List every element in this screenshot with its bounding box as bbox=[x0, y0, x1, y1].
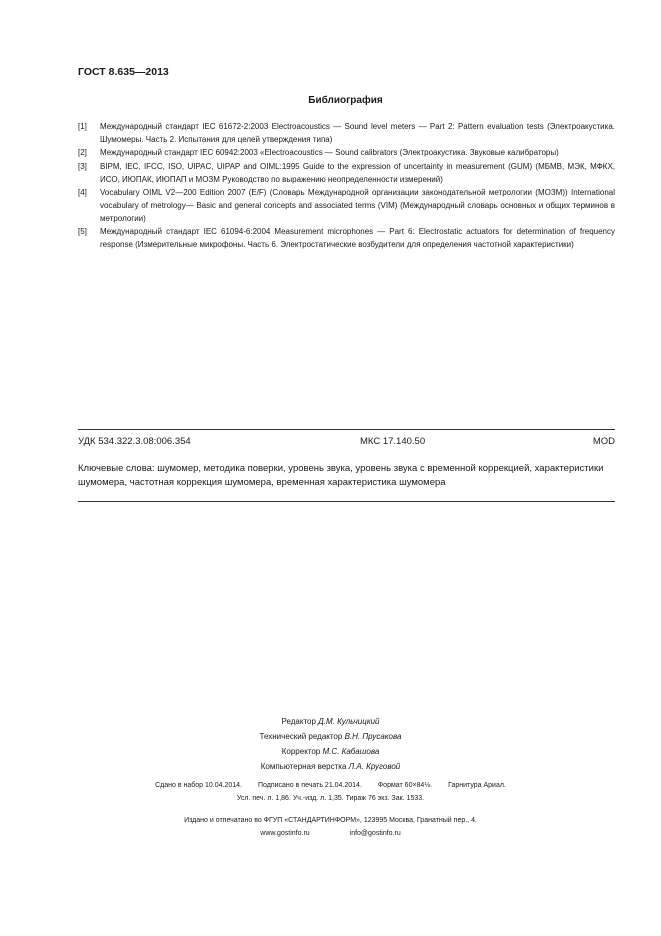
bibliography-item-text: Международный стандарт IEC 61672-2:2003 Electroacoustics — Sound level meters — Part 2: Pattern evaluation tests (Электроакустика. Шумомеры. Часть 2. Испытания для целей утверждения типа) bbox=[100, 122, 615, 144]
mks-code: МКС 17.140.50 bbox=[360, 436, 426, 447]
imprint-typeface: Гарнитура Ариал. bbox=[448, 782, 506, 789]
bibliography-item-number: [5] bbox=[78, 227, 87, 237]
credit-label: Технический редактор bbox=[259, 732, 343, 741]
udc-code: УДК 534.322.3.08:006.354 bbox=[78, 436, 191, 447]
imprint-publisher-sheets: Уч.-изд. л. 1,35. bbox=[292, 795, 344, 802]
bibliography-item bbox=[78, 226, 615, 252]
bibliography-list bbox=[78, 121, 615, 253]
publisher-contacts bbox=[0, 827, 661, 840]
bibliography-item-number: [2] bbox=[78, 148, 87, 158]
credit-label: Компьютерная верстка bbox=[260, 762, 347, 771]
publisher-block bbox=[0, 814, 661, 840]
credit-name: М.С. Кабашова bbox=[322, 747, 380, 756]
bibliography-item-number: [4] bbox=[78, 188, 87, 198]
imprint-line-2 bbox=[0, 792, 661, 805]
credit-layout bbox=[0, 759, 661, 774]
keywords-text: шумомер, методика поверки, уровень звука, уровень звука с временной коррекцией, характеристики шумомера, частотная коррекция шумомера, временная характеристика шумомера bbox=[78, 463, 604, 488]
imprint-format: Формат 60×84⅛. bbox=[377, 782, 433, 789]
bibliography-item-text: Международный стандарт IEC 60942:2003 «Electroacoustics — Sound calibrators (Электроакустика. Звуковые калибраторы) bbox=[100, 148, 559, 158]
bottom-divider bbox=[78, 501, 615, 502]
imprint-print-sheets: Усл. печ. л. 1,86. bbox=[236, 795, 291, 802]
credit-editor bbox=[0, 714, 661, 729]
top-divider bbox=[78, 429, 615, 430]
keywords bbox=[78, 462, 615, 489]
bibliography-item bbox=[78, 161, 615, 187]
imprint-order: Зак. 1533. bbox=[391, 795, 425, 802]
imprint-block bbox=[0, 779, 661, 805]
bibliography-item bbox=[78, 187, 615, 226]
credits-block bbox=[0, 714, 661, 774]
credit-name: Д.М. Кульчицкий bbox=[318, 717, 380, 726]
bibliography-item-text: BIPM, IEC, IFCC, ISO, UIPAC, UIPAP and OIML:1995 Guide to the expression of uncertainty in measurement (GUM) (МБМВ, МЭК, МФКХ, ИСО, ИЮПАК, ИЮПАП и МОЗМ Руководство по выражению неопределенности измерений) bbox=[100, 161, 615, 184]
publisher-website-link[interactable]: www.gostinfo.ru bbox=[260, 830, 310, 837]
imprint-signed: Подписано в печать 21.04.2014. bbox=[257, 782, 362, 789]
bibliography-item-number: [3] bbox=[78, 161, 87, 171]
credit-label: Редактор bbox=[281, 717, 316, 726]
credit-tech-editor bbox=[0, 729, 661, 744]
publisher-email-link[interactable]: info@gostinfo.ru bbox=[349, 830, 401, 837]
credit-corrector bbox=[0, 744, 661, 759]
imprint-submitted: Сдано в набор 10.04.2014. bbox=[155, 782, 243, 789]
bibliography-title: Библиография bbox=[308, 95, 383, 106]
keywords-label: Ключевые слова: bbox=[78, 463, 155, 474]
credit-name: В.Н. Прусакова bbox=[344, 732, 402, 741]
bibliography-item bbox=[78, 121, 615, 147]
bibliography-item-text: Vocabulary OIML V2—200 Edition 2007 (E/F) (Словарь Международной организации законодательной метрологии (МОЗМ)) International vocabulary of metrology— Basic and general concepts and associated terms (VIM) (Международный словарь основных и общих терминов в метрологии) bbox=[100, 188, 615, 223]
standard-code: ГОСТ 8.635—2013 bbox=[78, 66, 169, 78]
bibliography-item-number: [1] bbox=[78, 122, 87, 131]
bibliography-item bbox=[78, 147, 615, 160]
imprint-line-1 bbox=[0, 779, 661, 792]
imprint-copies: Тираж 76 экз. bbox=[345, 795, 390, 802]
bibliography-item-text: Международный стандарт IEC 61094-6:2004 Measurement microphones — Part 6: Electrostatic actuators for determination of frequency response (Измерительные микрофоны. Часть 6. Электростатические возбудители для определения частотной характеристики) bbox=[100, 227, 615, 250]
credit-name: Л.А. Круговой bbox=[348, 762, 401, 771]
publisher-line: Издано и отпечатано во ФГУП «СТАНДАРТИНФОРМ», 123995 Москва, Гранатный пер., 4. bbox=[184, 817, 477, 824]
mod-label: MOD bbox=[592, 436, 615, 447]
classification-row bbox=[78, 436, 615, 447]
credit-label: Корректор bbox=[281, 747, 321, 756]
